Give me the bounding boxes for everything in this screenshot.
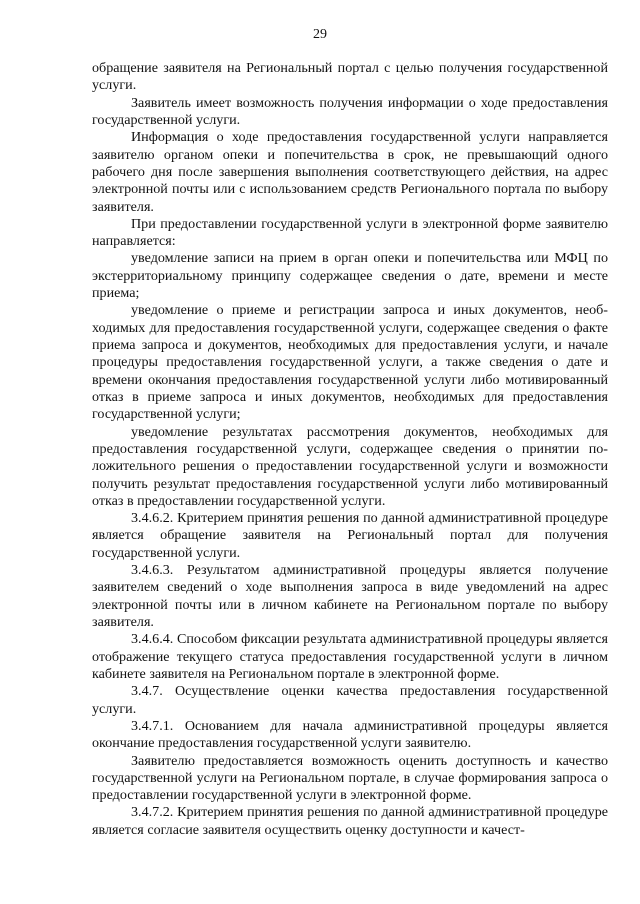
paragraph: 3.4.6.4. Способом фиксации результата административной процедуры является отображение текущего статуса предоставления государственной услуги в личном кабинете заявителя на Региональном портале в электронной форме. [92, 631, 608, 682]
paragraph: Заявителю предоставляется возможность оценить доступность и качество государственной услуги на Региональном портале, в случае формирования запроса о предоставлении государственной услуги в электронной форме. [92, 752, 608, 804]
paragraph: При предоставлении государственной услуги в электронной форме заявителю направляется: [92, 215, 608, 250]
paragraph: уведомление о приеме и регистрации запроса и иных документов, необходимых для предоставления государственной услуги, содержащее сведения о факте приема запроса и документов, необходимых для предоставления услуги, и начале процедуры предоставления государственной услуги, а также сведения о дате и времени окончания предоставления государственной услуги либо мотивированный отказ в приеме запроса и иных документов, необходимых для предоставления государственной услуги; [92, 302, 608, 423]
paragraph: обращение заявителя на Региональный портал с целью получения государственной услуги. [92, 60, 608, 94]
paragraph: уведомление результатах рассмотрения документов, необходимых для предоставления государственной услуги, содержащее сведения о принятии положительного решения о предоставлении государственной услуги и возможности получить результат предоставления государственной услуги либо мотивированный отказ в предоставлении государственной услуги. [92, 423, 608, 509]
paragraph: 3.4.6.3. Результатом административной процедуры является получение заявителем сведений о ходе выполнения запроса в виде уведомлений на адрес электронной почты или в личном кабинете на Региональном портале по выбору заявителя. [92, 562, 608, 630]
body-text [92, 60, 608, 839]
paragraph: Заявитель имеет возможность получения информации о ходе предоставления государственной услуги. [92, 94, 608, 128]
paragraph: 3.4.7. Осуществление оценки качества предоставления государственной услуги. [92, 683, 608, 717]
paragraph: 3.4.7.2. Критерием принятия решения по данной административной процедуре является согласие заявителя осуществить оценку доступности и качест- [92, 804, 608, 838]
paragraph: уведомление записи на прием в орган опеки и попечительства или МФЦ по экстерриториальному принципу содержащее сведения о дате, времени и месте приема; [92, 250, 608, 302]
paragraph: 3.4.7.1. Основанием для начала административной процедуры является окончание предоставления государственной услуги заявителю. [92, 717, 608, 752]
paragraph: Информация о ходе предоставления государственной услуги направляется заявителю органом опеки и попечительства в срок, не превышающий одного рабочего дня после завершения выполнения соответствующего действия, на адрес электронной почты или с использованием средств Регионального портала по выбору заявителя. [92, 129, 608, 215]
page-number: 29 [313, 27, 327, 42]
paragraph: 3.4.6.2. Критерием принятия решения по данной административной процедуре является обращение заявителя на Региональный портал для получения государственной услуги. [92, 510, 608, 561]
